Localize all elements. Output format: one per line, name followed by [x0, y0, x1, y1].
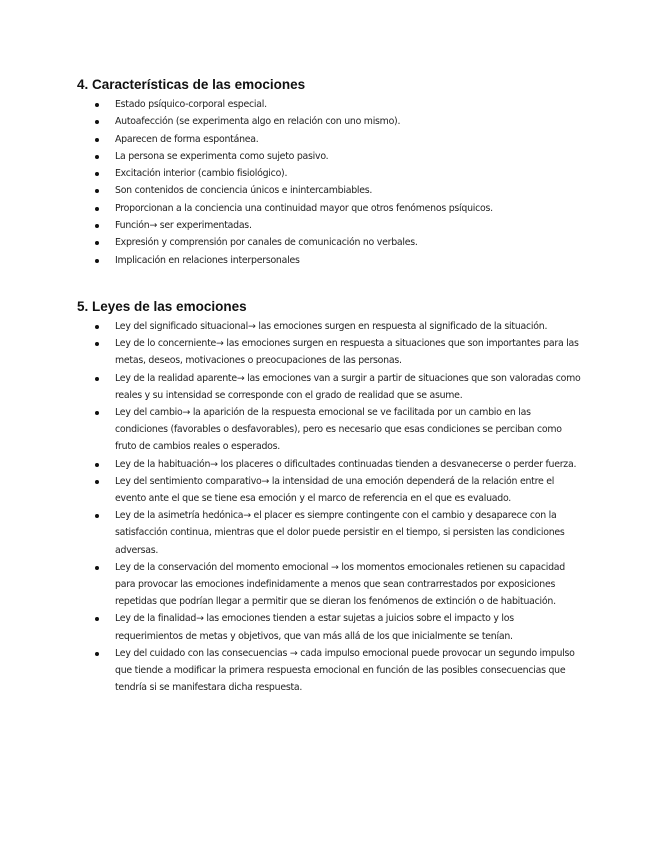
list-item-text: Autoafección (se experimenta algo en relación con uno mismo). — [115, 116, 401, 128]
list-item — [77, 200, 582, 217]
list-item — [77, 473, 582, 507]
list-item — [77, 404, 582, 456]
bullet-icon — [95, 224, 99, 228]
bullet-icon — [95, 325, 99, 329]
list-item — [77, 645, 582, 697]
bullet-icon — [95, 207, 99, 211]
list-item-text: Ley de la conservación del momento emocional → los momentos emocionales retienen su capacidad para provocar las emociones indefinidamente a menos que sean contrarrestados por exposiciones repetidas que podrían llegar a permitir que se dieran los fenómenos de extinción o de habituación. — [115, 561, 565, 608]
section-heading: 4. Características de las emociones — [77, 77, 306, 92]
bullet-icon — [95, 138, 99, 142]
characteristics-list — [77, 96, 582, 269]
bullet-icon — [95, 566, 99, 570]
list-item — [77, 335, 582, 369]
list-item — [77, 234, 582, 251]
list-item — [77, 370, 582, 404]
list-item-text: Estado psíquico-corporal especial. — [115, 99, 267, 110]
list-item — [77, 96, 582, 113]
bullet-icon — [95, 617, 99, 621]
list-item — [77, 165, 582, 182]
list-item — [77, 318, 582, 335]
list-item — [77, 148, 582, 165]
section-emotion-characteristics — [77, 76, 582, 269]
bullet-icon — [95, 342, 99, 346]
bullet-icon — [95, 377, 99, 381]
list-item-text: Ley del cuidado con las consecuencias → cada impulso emocional puede provocar un segundo impulso que tiende a modificar la primera respuesta emocional en función de las posibles consecuencias que tendría si se manifestara dicha respuesta. — [115, 647, 575, 694]
list-item-text: Ley de la finalidad→ las emociones tienden a estar sujetas a juicios sobre el impacto y los requerimientos de metas y objetivos, que van más allá de los que inicialmente se tenían. — [115, 613, 514, 642]
bullet-icon — [95, 120, 99, 124]
list-item-text: Aparecen de forma espontánea. — [115, 133, 259, 145]
list-item — [77, 610, 582, 644]
list-item-text: Son contenidos de conciencia únicos e inintercambiables. — [115, 185, 373, 197]
list-item — [77, 507, 582, 559]
list-item-text: Proporcionan a la conciencia una continuidad mayor que otros fenómenos psíquicos. — [115, 202, 493, 214]
list-item — [77, 182, 582, 199]
list-item-text: Ley del sentimiento comparativo→ la intensidad de una emoción dependerá de la relación entre el evento ante el que se tiene esa emoción y el marco de referencia en el que es evaluado. — [115, 475, 555, 505]
list-item-text: Ley del significado situacional→ las emociones surgen en respuesta al significado de la situación. — [115, 321, 548, 332]
bullet-icon — [95, 241, 99, 245]
list-item — [77, 131, 582, 148]
bullet-icon — [95, 463, 99, 467]
bullet-icon — [95, 103, 99, 107]
list-item-text: Función→ ser experimentadas. — [115, 220, 252, 232]
list-item — [77, 113, 582, 130]
list-item-text: Ley del cambio→ la aparición de la respuesta emocional se ve facilitada por un cambio en las condiciones (favorables o desfavorables), pero es necesario que esas condiciones se perciban como fruto de cambios reales o esperados. — [115, 407, 562, 453]
list-item-text: La persona se experimenta como sujeto pasivo. — [115, 150, 329, 162]
list-item — [77, 559, 582, 611]
bullet-icon — [95, 652, 99, 656]
list-item-text: Ley de lo concerniente→ las emociones surgen en respuesta a situaciones que son importantes para las metas, deseos, motivaciones o preocupaciones de las personas. — [115, 338, 579, 367]
bullet-icon — [95, 155, 99, 159]
list-item — [77, 252, 582, 269]
bullet-icon — [95, 259, 99, 263]
bullet-icon — [95, 411, 99, 415]
bullet-icon — [95, 514, 99, 518]
bullet-icon — [95, 480, 99, 484]
list-item-text: Ley de la asimetría hedónica→ el placer es siempre contingente con el cambio y desaparece con la satisfacción continua, mientras que el dolor puede persistir en el tiempo, si persisten las condiciones adversas. — [115, 510, 565, 556]
list-item-text: Expresión y comprensión por canales de comunicación no verbales. — [115, 237, 418, 249]
list-item-text: Ley de la habituación→ los placeres o dificultades continuadas tienden a desvanecerse o perder fuerza. — [115, 458, 577, 470]
list-item — [77, 217, 582, 234]
list-item-text: Excitación interior (cambio fisiológico). — [115, 168, 288, 180]
list-item-text: Implicación en relaciones interpersonales — [115, 254, 300, 266]
section-heading: 5. Leyes de las emociones — [77, 299, 247, 314]
bullet-icon — [95, 189, 99, 193]
list-item-text: Ley de la realidad aparente→ las emociones van a surgir a partir de situaciones que son valoradas como reales y su intensidad se corresponde con el grado de realidad que se asume. — [115, 372, 581, 401]
bullet-icon — [95, 172, 99, 176]
list-item — [77, 456, 582, 473]
laws-list — [77, 318, 582, 696]
section-emotion-laws — [77, 298, 582, 696]
